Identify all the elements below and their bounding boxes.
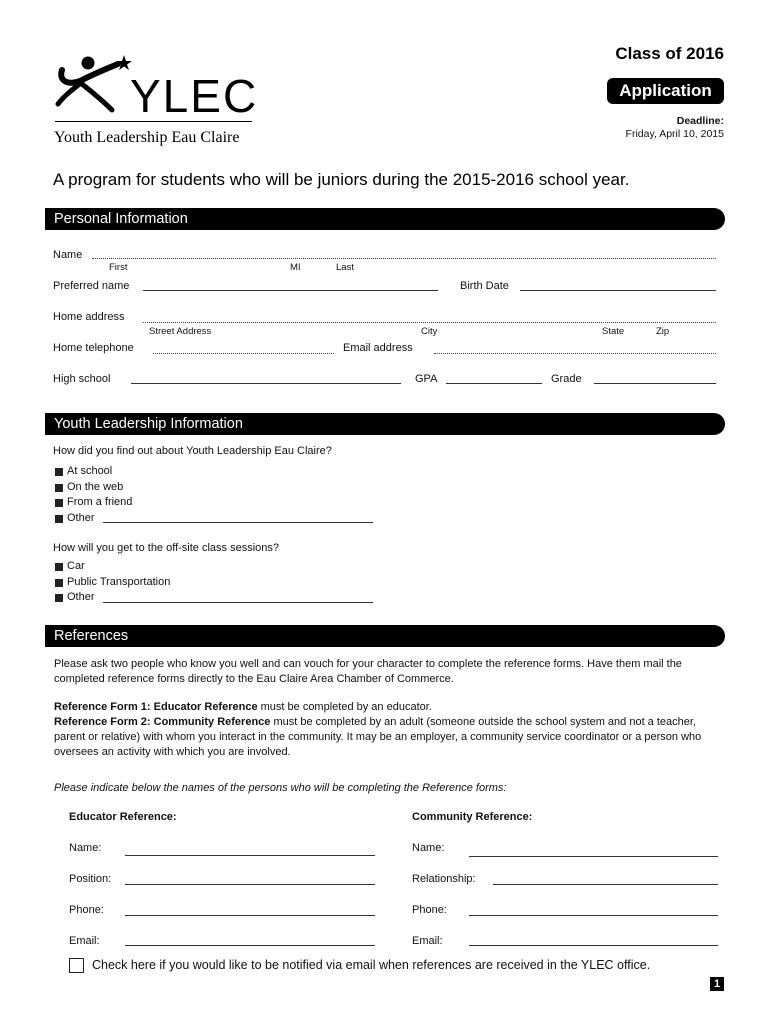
reference-form-1 [54, 700, 714, 715]
first-caption: First [109, 262, 128, 273]
educator-phone-label: Phone: [69, 904, 104, 916]
question-transport: How will you get to the off-site class sessions? [53, 542, 280, 554]
gpa-label: GPA [415, 373, 438, 385]
checkbox-car[interactable] [55, 563, 63, 571]
educator-phone-field[interactable] [125, 915, 375, 916]
option-on-the-web: On the web [67, 481, 124, 493]
community-email-field[interactable] [469, 945, 718, 946]
option-from-a-friend: From a friend [67, 496, 133, 508]
email-address-label: Email address [343, 342, 413, 354]
references-intro: Please ask two people who know you well and can vouch for your character to complete the reference forms. Have them mail the completed reference forms directly to the Eau Claire Area Chamber of Commerce. [54, 658, 682, 685]
community-phone-label: Phone: [412, 904, 447, 916]
city-caption: City [421, 326, 438, 337]
high-school-label: High school [53, 373, 111, 385]
reference-instruction: Please indicate below the names of the persons who will be completing the Reference forms: [54, 782, 507, 794]
reference-form-2-text: must be completed by an adult (someone outside the school system and not a teacher, parent or relative) with whom you interact in the community. It may be an employer, a community service coordinator or a person who oversees an activity with which you are involved. [54, 716, 702, 758]
reference-form-1-text: must be completed by an educator. [257, 701, 432, 713]
community-name-label: Name: [412, 842, 445, 854]
option-at-school: At school [67, 465, 113, 477]
community-relationship-field[interactable] [493, 884, 718, 885]
gpa-field[interactable] [446, 383, 542, 384]
section-youth-leadership: Youth Leadership Information [45, 413, 725, 435]
reference-form-1-title: Reference Form 1: Educator Reference [54, 701, 258, 713]
checkbox-other-find[interactable] [55, 515, 63, 523]
community-email-label: Email: [412, 935, 443, 947]
leaping-figure-icon [52, 52, 132, 122]
educator-name-label: Name: [69, 842, 102, 854]
email-address-field[interactable] [434, 353, 716, 354]
checkbox-at-school[interactable] [55, 468, 63, 476]
logo-tagline: Youth Leadership Eau Claire [54, 129, 240, 146]
ylec-logo [52, 52, 257, 152]
page-number: 1 [713, 978, 721, 990]
option-other-find: Other [67, 512, 95, 524]
birth-date-field[interactable] [520, 290, 716, 291]
checkbox-from-a-friend[interactable] [55, 499, 63, 507]
logo-rule [55, 121, 252, 122]
checkbox-public-transportation[interactable] [55, 579, 63, 587]
educator-name-field[interactable] [125, 855, 375, 856]
application-label: Application [619, 81, 712, 100]
notify-label: Check here if you would like to be notified via email when references are received in the YLEC office. [92, 958, 651, 972]
option-public-transportation: Public Transportation [67, 576, 171, 588]
home-telephone-field[interactable] [153, 353, 334, 354]
community-phone-field[interactable] [469, 915, 718, 916]
application-badge [607, 78, 724, 104]
state-caption: State [602, 326, 625, 337]
other-transport-field[interactable] [103, 602, 373, 603]
grade-label: Grade [551, 373, 582, 385]
page-number-box [710, 977, 724, 991]
checkbox-on-the-web[interactable] [55, 484, 63, 492]
grade-field[interactable] [594, 383, 716, 384]
name-label: Name [53, 249, 83, 261]
section-references: References [45, 625, 725, 647]
mi-caption: MI [290, 262, 301, 273]
high-school-field[interactable] [131, 383, 401, 384]
home-address-label: Home address [53, 311, 125, 323]
reference-form-2 [54, 715, 714, 760]
educator-reference-heading: Educator Reference: [69, 811, 177, 823]
section-personal-information: Personal Information [45, 208, 725, 230]
other-find-field[interactable] [103, 522, 373, 523]
preferred-name-field[interactable] [143, 290, 438, 291]
community-reference-heading: Community Reference: [412, 811, 533, 823]
logo-wordmark: YLEC [130, 70, 259, 122]
community-relationship-label: Relationship: [412, 873, 476, 885]
intro-heading: A program for students who will be juniors during the 2015-2016 school year. [53, 170, 630, 189]
educator-position-field[interactable] [125, 884, 375, 885]
option-car: Car [67, 560, 85, 572]
deadline-date: Friday, April 10, 2015 [625, 128, 724, 140]
educator-email-label: Email: [69, 935, 100, 947]
home-telephone-label: Home telephone [53, 342, 134, 354]
home-address-field[interactable] [143, 322, 716, 323]
zip-caption: Zip [656, 326, 670, 337]
birth-date-label: Birth Date [460, 280, 509, 292]
preferred-name-label: Preferred name [53, 280, 130, 292]
last-caption: Last [336, 262, 354, 273]
deadline-label: Deadline: [676, 115, 724, 127]
question-find-out: How did you find out about Youth Leadership Eau Claire? [53, 445, 332, 457]
educator-email-field[interactable] [125, 945, 375, 946]
notify-checkbox[interactable] [69, 958, 84, 973]
name-field[interactable] [92, 258, 716, 259]
reference-form-2-title: Reference Form 2: Community Reference [54, 716, 271, 728]
educator-position-label: Position: [69, 873, 112, 885]
street-address-caption: Street Address [149, 326, 212, 337]
class-of-title: Class of 2016 [615, 44, 724, 63]
checkbox-other-transport[interactable] [55, 594, 63, 602]
community-name-field[interactable] [469, 856, 718, 857]
option-other-transport: Other [67, 591, 95, 603]
